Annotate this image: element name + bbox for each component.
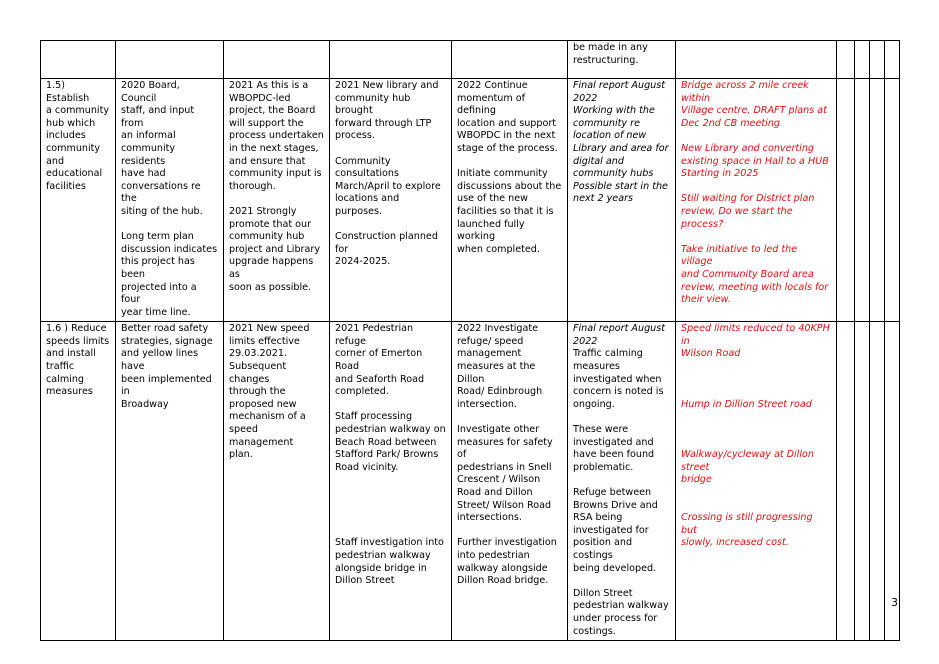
text-line: walkway alongside: [457, 562, 548, 574]
text-line: community hub brought: [335, 92, 411, 117]
line-gap: [681, 500, 831, 513]
text-line: Better road safety: [121, 323, 209, 335]
table-row-continued: [41, 41, 900, 79]
text-line: alongside bridge in: [335, 562, 427, 574]
text-line: measures at the Dillon: [457, 361, 536, 385]
text-line: measures: [573, 361, 620, 373]
text-line: Staff investigation into: [335, 537, 444, 549]
text-line: a community: [46, 105, 110, 117]
cell-status: [568, 41, 676, 79]
cell-progress-2020: [116, 322, 224, 641]
text-line: RSA being: [573, 512, 623, 524]
text-line: Take initiative to led the village: [681, 243, 798, 268]
text-line: plan.: [229, 449, 253, 461]
text-line: measures: [46, 386, 93, 398]
text-line: project and Library: [229, 243, 320, 255]
text-line: 29.03.2021.: [229, 348, 287, 360]
line-gap: [457, 525, 562, 538]
cell-remarks: [676, 79, 837, 322]
cell-extra-1: [837, 41, 855, 79]
text-line: Staff processing: [335, 411, 413, 423]
text-line: upgrade happens as: [229, 256, 314, 280]
text-line: limits effective: [229, 335, 300, 347]
text-line: Road and Dillon: [457, 487, 533, 498]
text-line: through the: [229, 386, 286, 398]
text-line: speed management: [229, 424, 294, 448]
text-line: costings.: [573, 625, 616, 637]
text-line: and yellow lines have: [121, 348, 199, 373]
text-line: community hubs: [573, 168, 654, 180]
text-line: 2020 Board, Council: [121, 80, 180, 104]
text-line: Further investigation: [457, 537, 557, 549]
text-line: community hub: [229, 231, 305, 243]
text-line: slowly, increased cost.: [681, 537, 789, 549]
table-row-speed-limits: [41, 322, 900, 641]
text-line: Investigate other: [457, 424, 540, 436]
text-line: Broadway: [121, 398, 169, 410]
text-line: Community: [335, 155, 391, 167]
text-line: use of the new: [457, 193, 528, 205]
text-line: Browns Drive and: [573, 499, 658, 511]
text-line: promote that our: [229, 218, 312, 230]
text-line: Working with the: [573, 105, 655, 117]
cell-2022-actions: [452, 322, 568, 641]
text-line: 1.5) Establish: [46, 80, 90, 104]
text-line: being developed.: [573, 562, 657, 574]
text-line: investigated for: [573, 524, 649, 536]
text-line: Walkway/cycleway at Dillon street: [681, 449, 814, 473]
text-line: digital and: [573, 155, 624, 167]
text-line: launched fully working: [457, 218, 525, 243]
text-line: their view.: [681, 294, 731, 306]
cell-status: [568, 79, 676, 322]
text-line: facilities so that it is: [457, 205, 554, 217]
table-row-community-hub: [41, 79, 900, 322]
line-gap: [681, 386, 831, 399]
text-line: and Community Board area: [681, 268, 814, 280]
text-line: in the next stages,: [229, 142, 319, 154]
text-line: and: [46, 155, 65, 167]
text-line: Street/ Wilson Road: [457, 499, 552, 511]
cell-2022-actions: [452, 41, 568, 79]
line-gap: [229, 193, 324, 206]
cell-board-role: [224, 322, 330, 641]
cell-extra-2: [855, 322, 870, 641]
text-line: projected into a four: [121, 281, 197, 306]
text-line: Traffic calming: [573, 348, 643, 360]
text-line: review, Do we start the process?: [681, 205, 793, 230]
cell-2021-actions: [330, 79, 452, 322]
text-line: soon as possible.: [229, 281, 312, 293]
text-line: ongoing.: [573, 398, 615, 410]
line-gap: [681, 424, 831, 437]
text-line: intersection.: [457, 398, 517, 410]
text-line: New Library and converting: [681, 142, 815, 154]
text-line: forward through LTP: [335, 117, 432, 129]
cell-extra-3: [870, 41, 885, 79]
text-line: Dillon Street: [335, 575, 395, 587]
line-gap: [335, 399, 446, 412]
text-line: community residents: [121, 142, 176, 167]
text-line: 2021 Pedestrian refuge: [335, 323, 414, 347]
text-line: bridge: [681, 474, 712, 486]
cell-objective: [41, 79, 116, 322]
cell-objective: [41, 322, 116, 641]
line-gap: [335, 512, 446, 525]
text-line: mechanism of a: [229, 411, 306, 423]
line-gap: [457, 411, 562, 424]
text-line: Refuge between: [573, 487, 652, 498]
text-line: review, meeting with locals for: [681, 281, 829, 293]
text-line: investigated and: [573, 436, 654, 448]
cell-objective: [41, 41, 116, 79]
text-line: Dillon Road bridge.: [457, 575, 549, 587]
text-line: measures for safety of: [457, 436, 553, 461]
text-line: be made in any: [573, 42, 648, 53]
line-gap: [335, 500, 446, 513]
text-line: thorough.: [229, 180, 276, 192]
line-gap: [573, 474, 670, 487]
text-line: this project has been: [121, 256, 195, 280]
text-line: Village centre, DRAFT plans at: [681, 105, 827, 117]
text-line: 2022: [573, 92, 598, 104]
text-line: refuge/ speed: [457, 335, 524, 347]
text-line: management: [457, 348, 522, 360]
line-gap: [681, 487, 831, 500]
text-line: Final report August: [573, 323, 665, 335]
text-line: pedestrians in Snell: [457, 461, 552, 473]
text-line: completed.: [335, 386, 389, 398]
cell-extra-2: [855, 79, 870, 322]
cell-extra-3: [870, 322, 885, 641]
text-line: Library and area for: [573, 142, 669, 154]
text-line: community re: [573, 117, 640, 129]
text-line: 2021 Strongly: [229, 205, 297, 217]
text-line: momentum of defining: [457, 92, 526, 117]
text-line: an informal: [121, 130, 176, 142]
text-line: into pedestrian: [457, 549, 530, 561]
cell-2021-actions: [330, 41, 452, 79]
text-line: project, the Board: [229, 105, 316, 117]
text-line: Hump in Dillion Street road: [681, 398, 812, 410]
cell-extra-4: [885, 79, 900, 322]
text-line: Starting in 2025: [681, 168, 759, 180]
text-line: Road/ Edinbrough: [457, 386, 543, 398]
text-line: Still waiting for District plan: [681, 193, 815, 205]
text-line: pedestrian walkway: [573, 600, 669, 612]
text-line: and ensure that: [229, 155, 306, 167]
text-line: conversations re the: [121, 180, 201, 205]
line-gap: [681, 181, 831, 194]
text-line: year time line.: [121, 306, 191, 318]
cell-remarks: [676, 322, 837, 641]
cell-extra-2: [855, 41, 870, 79]
text-line: been implemented in: [121, 373, 212, 398]
text-line: staff, and input from: [121, 105, 195, 129]
text-line: Stafford Park/ Browns: [335, 449, 439, 461]
text-line: concern is noted is: [573, 386, 664, 398]
line-gap: [335, 219, 446, 232]
text-line: pedestrian walkway: [335, 549, 431, 561]
cell-board-role: [224, 41, 330, 79]
text-line: Beach Road between: [335, 436, 437, 448]
text-line: Bridge across 2 mile creek within: [681, 80, 809, 104]
text-line: March/April to explore: [335, 180, 441, 192]
text-line: community input is: [229, 168, 322, 180]
cell-extra-1: [837, 79, 855, 322]
cell-extra-1: [837, 322, 855, 641]
line-gap: [573, 575, 670, 588]
text-line: hub which: [46, 117, 96, 129]
cell-extra-4: [885, 322, 900, 641]
text-line: stage of the process.: [457, 142, 558, 154]
cell-progress-2020: [116, 41, 224, 79]
text-line: and Seaforth Road: [335, 373, 425, 385]
cell-extra-3: [870, 79, 885, 322]
cell-remarks: [676, 41, 837, 79]
line-gap: [335, 525, 446, 538]
text-line: Subsequent changes: [229, 361, 287, 385]
text-line: have been found: [573, 449, 655, 461]
text-line: discussions about the: [457, 180, 562, 192]
text-line: community: [46, 142, 101, 154]
text-line: position and costings: [573, 537, 633, 561]
text-line: consultations: [335, 168, 399, 180]
text-line: Final report August: [573, 80, 665, 91]
line-gap: [335, 474, 446, 487]
line-gap: [681, 437, 831, 450]
text-line: pedestrian walkway on: [335, 424, 446, 436]
text-line: Dillon Street: [573, 587, 633, 599]
text-line: process undertaken: [229, 130, 324, 142]
line-gap: [681, 231, 831, 244]
text-line: traffic calming: [46, 361, 85, 385]
text-line: under process for: [573, 612, 658, 624]
text-line: speeds limits: [46, 335, 110, 347]
text-line: investigated when: [573, 373, 662, 385]
text-line: WBOPDC in the next: [457, 130, 556, 142]
text-line: Crossing is still progressing but: [681, 512, 813, 536]
line-gap: [681, 411, 831, 424]
text-line: intersections.: [457, 512, 522, 524]
cell-status: [568, 322, 676, 641]
text-line: 2024-2025.: [335, 256, 391, 268]
line-gap: [681, 361, 831, 374]
text-line: location of new: [573, 130, 647, 142]
text-line: discussion indicates: [121, 243, 218, 255]
line-gap: [335, 143, 446, 156]
text-line: Road vicinity.: [335, 461, 399, 473]
cell-board-role: [224, 79, 330, 322]
text-line: 2022 Investigate: [457, 323, 539, 335]
text-line: Crescent / Wilson: [457, 474, 541, 486]
text-line: when completed.: [457, 243, 540, 255]
text-line: Speed limits reduced to 40KPH in: [681, 323, 830, 347]
text-line: Long term plan: [121, 231, 194, 243]
line-gap: [681, 130, 831, 143]
text-line: restructuring.: [573, 54, 639, 66]
text-line: 2021 New speed: [229, 323, 310, 335]
cell-2022-actions: [452, 79, 568, 322]
text-line: location and support: [457, 117, 557, 129]
text-line: educational: [46, 168, 103, 180]
line-gap: [573, 411, 670, 424]
text-line: problematic.: [573, 461, 634, 473]
text-line: Construction planned for: [335, 231, 438, 255]
text-line: Dec 2nd CB meeting: [681, 117, 781, 129]
text-line: 2021 As this is a: [229, 80, 309, 91]
text-line: existing space in Hall to a HUB: [681, 155, 829, 167]
page-number: 3: [891, 596, 898, 609]
text-line: WBOPDC-led: [229, 92, 291, 104]
line-gap: [121, 219, 218, 232]
text-line: 2021 New library and: [335, 80, 439, 91]
line-gap: [681, 374, 831, 387]
text-line: 2022: [573, 335, 598, 347]
text-line: next 2 years: [573, 193, 634, 205]
text-line: corner of Emerton Road: [335, 348, 423, 373]
text-line: siting of the hub.: [121, 205, 203, 217]
text-line: These were: [573, 424, 629, 436]
text-line: includes: [46, 130, 86, 142]
text-line: Possible start in the: [573, 180, 668, 192]
text-line: have had: [121, 168, 166, 180]
text-line: 1.6 ) Reduce: [46, 323, 107, 335]
text-line: proposed new: [229, 398, 297, 410]
text-line: Initiate community: [457, 168, 548, 180]
line-gap: [457, 156, 562, 169]
text-line: facilities: [46, 180, 86, 192]
text-line: locations and purposes.: [335, 193, 400, 217]
text-line: and install: [46, 348, 96, 360]
line-gap: [335, 487, 446, 500]
text-line: process.: [335, 130, 375, 142]
cell-2021-actions: [330, 322, 452, 641]
cell-extra-4: [885, 41, 900, 79]
text-line: Wilson Road: [681, 348, 741, 360]
cell-progress-2020: [116, 79, 224, 322]
text-line: will support the: [229, 117, 304, 129]
text-line: 2022 Continue: [457, 80, 528, 91]
text-line: strategies, signage: [121, 335, 213, 347]
action-plan-table: [40, 40, 900, 641]
